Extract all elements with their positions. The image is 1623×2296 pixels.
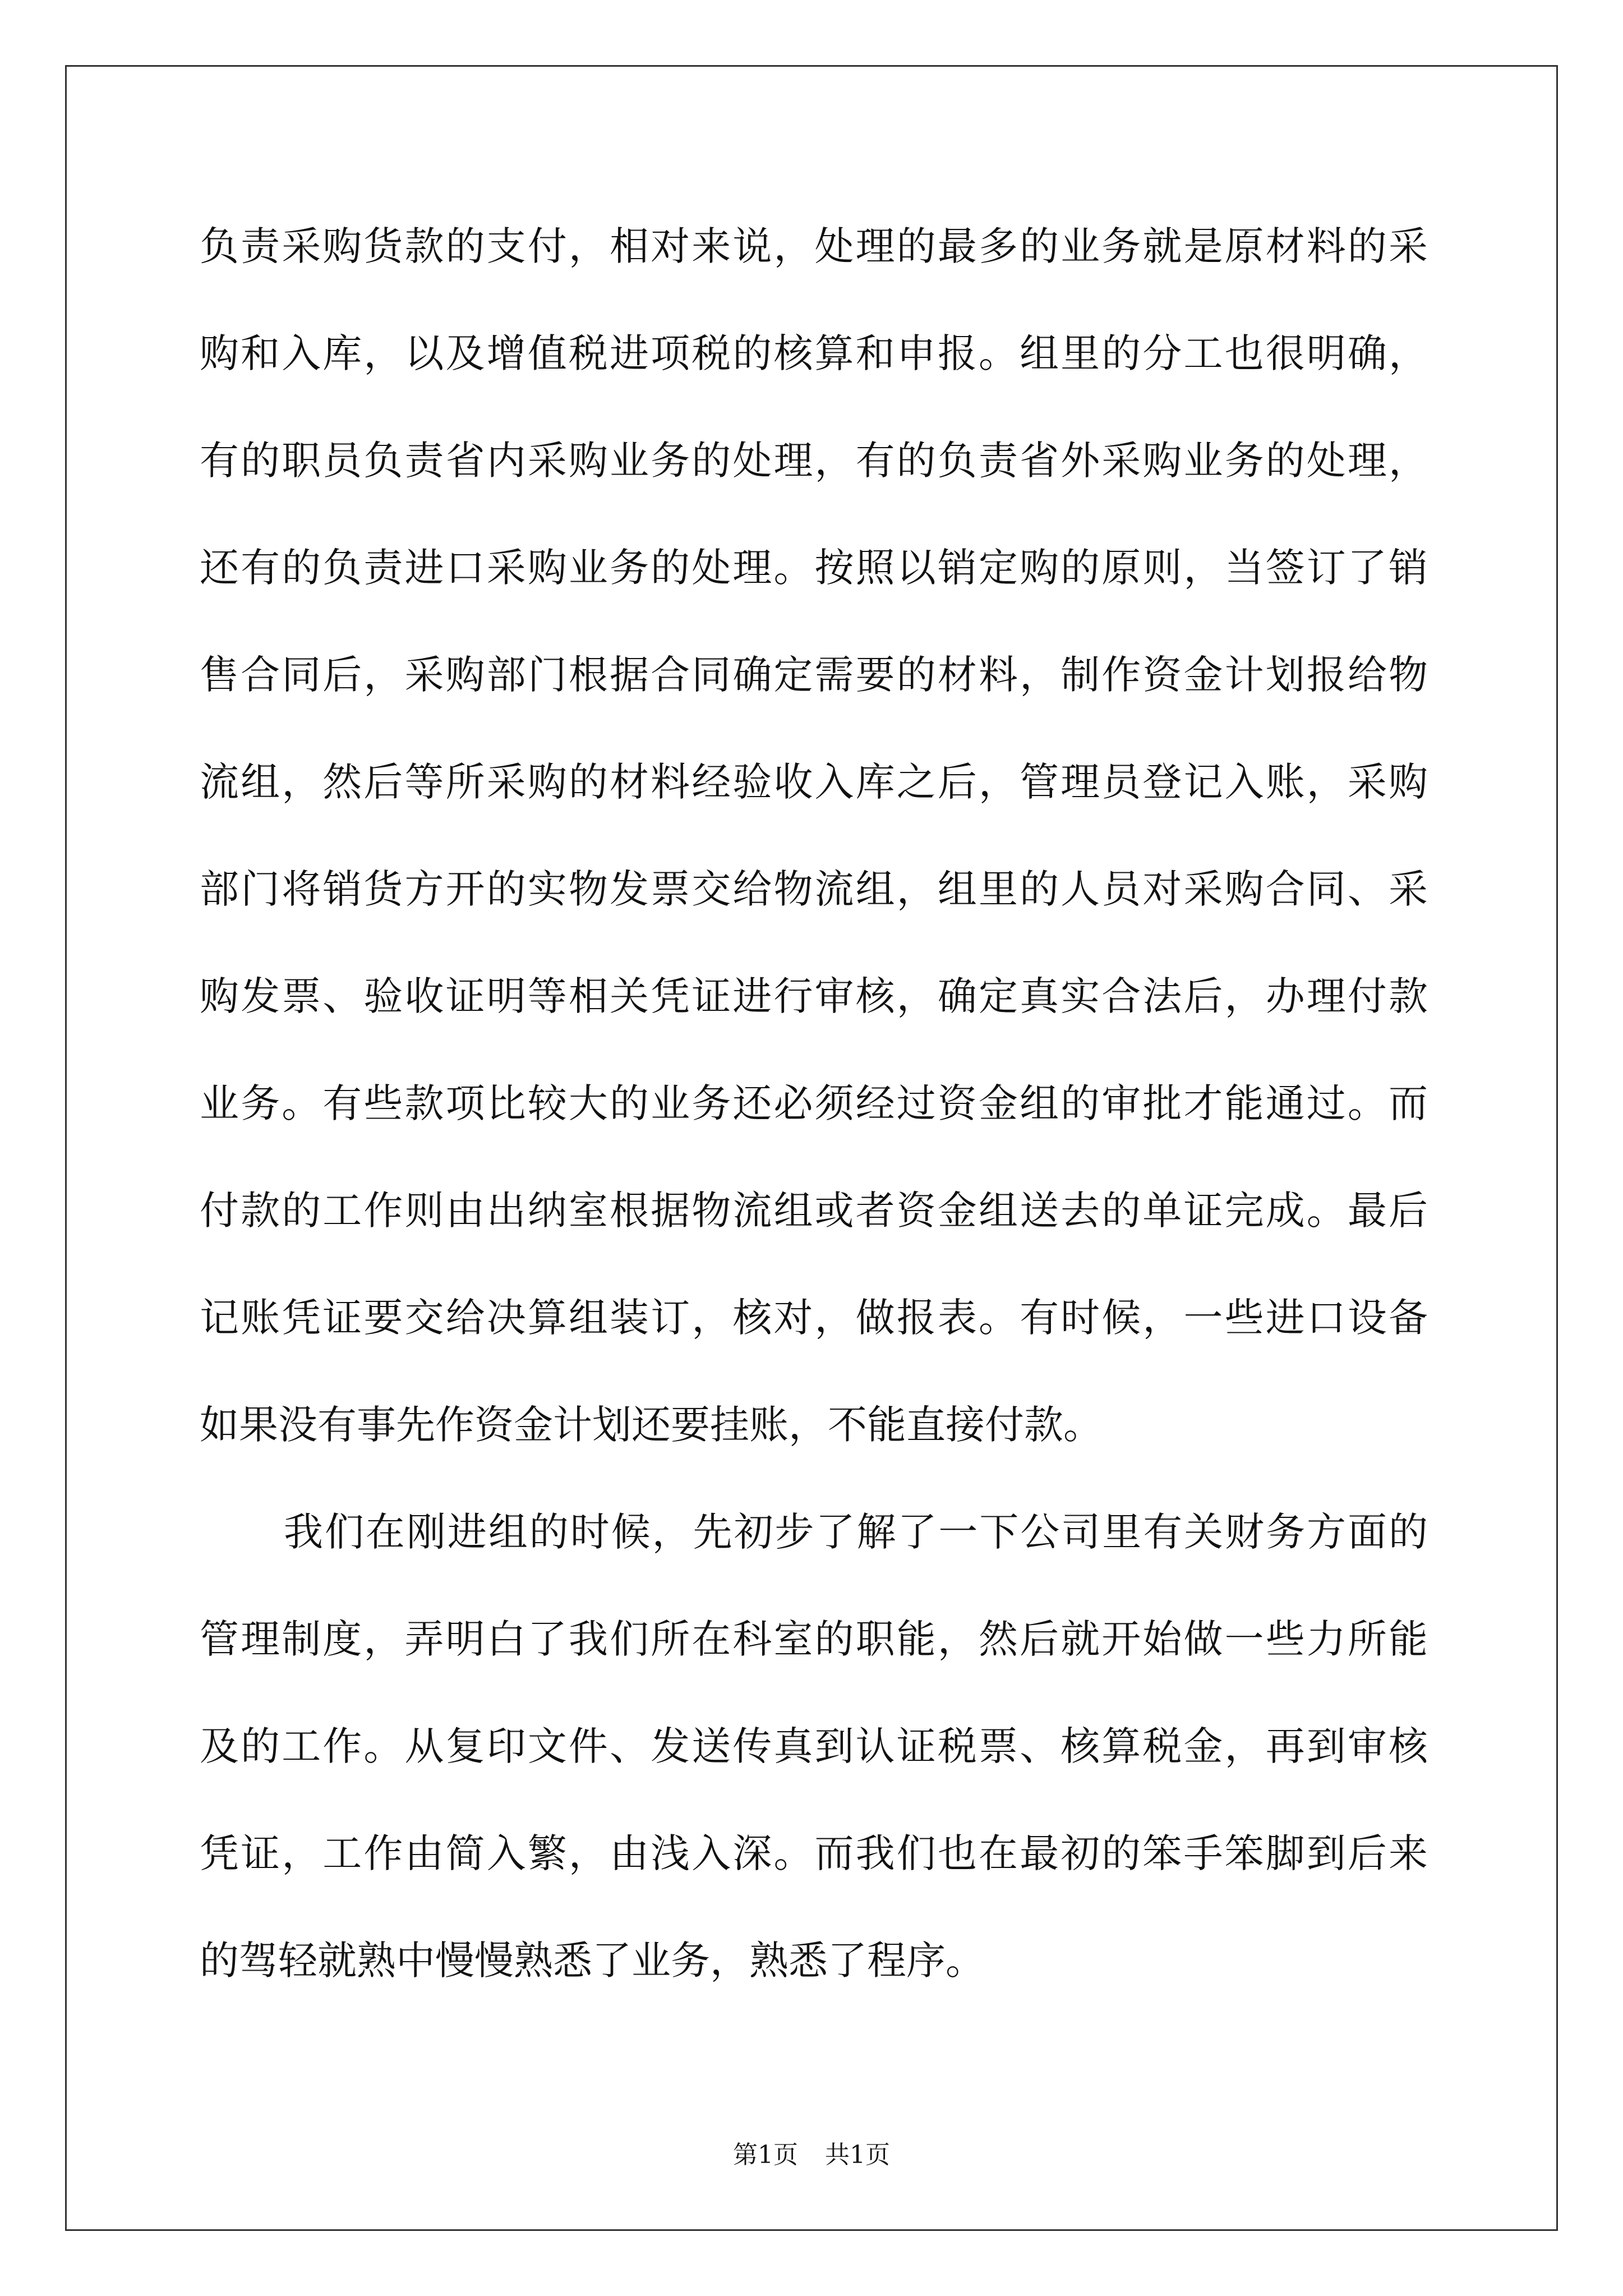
- text-line: 付款的工作则由出纳室根据物流组或者资金组送去的单证完成。最后: [200, 1188, 1428, 1234]
- page-footer: [0, 2134, 1623, 2170]
- document-body: [200, 213, 1428, 2034]
- text-line: 购和入库，以及增值税进项税的核算和申报。组里的分工也很明确，: [200, 330, 1428, 376]
- text-line: 有的职员负责省内采购业务的处理，有的负责省外采购业务的处理，: [200, 438, 1428, 484]
- text-line: 及的工作。从复印文件、发送传真到认证税票、核算税金，再到审核: [200, 1723, 1428, 1769]
- text-line: 的驾轻就熟中慢慢熟悉了业务，熟悉了程序。: [200, 1938, 985, 1984]
- text-line: 凭证，工作由简入繁，由浅入深。而我们也在最初的笨手笨脚到后来: [200, 1830, 1428, 1876]
- text-line: 记账凭证要交给决算组装订，核对，做报表。有时候，一些进口设备: [200, 1295, 1428, 1341]
- text-line: 售合同后，采购部门根据合同确定需要的材料，制作资金计划报给物: [200, 652, 1428, 698]
- text-line: 还有的负责进口采购业务的处理。按照以销定购的原则，当签订了销: [200, 545, 1428, 591]
- page-total: 共1页: [825, 2141, 890, 2169]
- page-number: 第1页: [733, 2141, 798, 2169]
- text-line: 业务。有些款项比较大的业务还必须经过资金组的审批才能通过。而: [200, 1080, 1428, 1126]
- text-line: 流组，然后等所采购的材料经验收入库之后，管理员登记入账，采购: [200, 759, 1428, 805]
- text-line: 购发票、验收证明等相关凭证进行审核，确定真实合法后，办理付款: [200, 973, 1428, 1019]
- text-line: 管理制度，弄明白了我们所在科室的职能，然后就开始做一些力所能: [200, 1616, 1428, 1662]
- text-line: 部门将销货方开的实物发票交给物流组，组里的人员对采购合同、采: [200, 866, 1428, 912]
- text-line: 我们在刚进组的时候，先初步了解了一下公司里有关财务方面的: [284, 1509, 1428, 1555]
- text-line: 如果没有事先作资金计划还要挂账，不能直接付款。: [200, 1402, 1103, 1448]
- text-line: 负责采购货款的支付，相对来说，处理的最多的业务就是原材料的采: [200, 223, 1428, 269]
